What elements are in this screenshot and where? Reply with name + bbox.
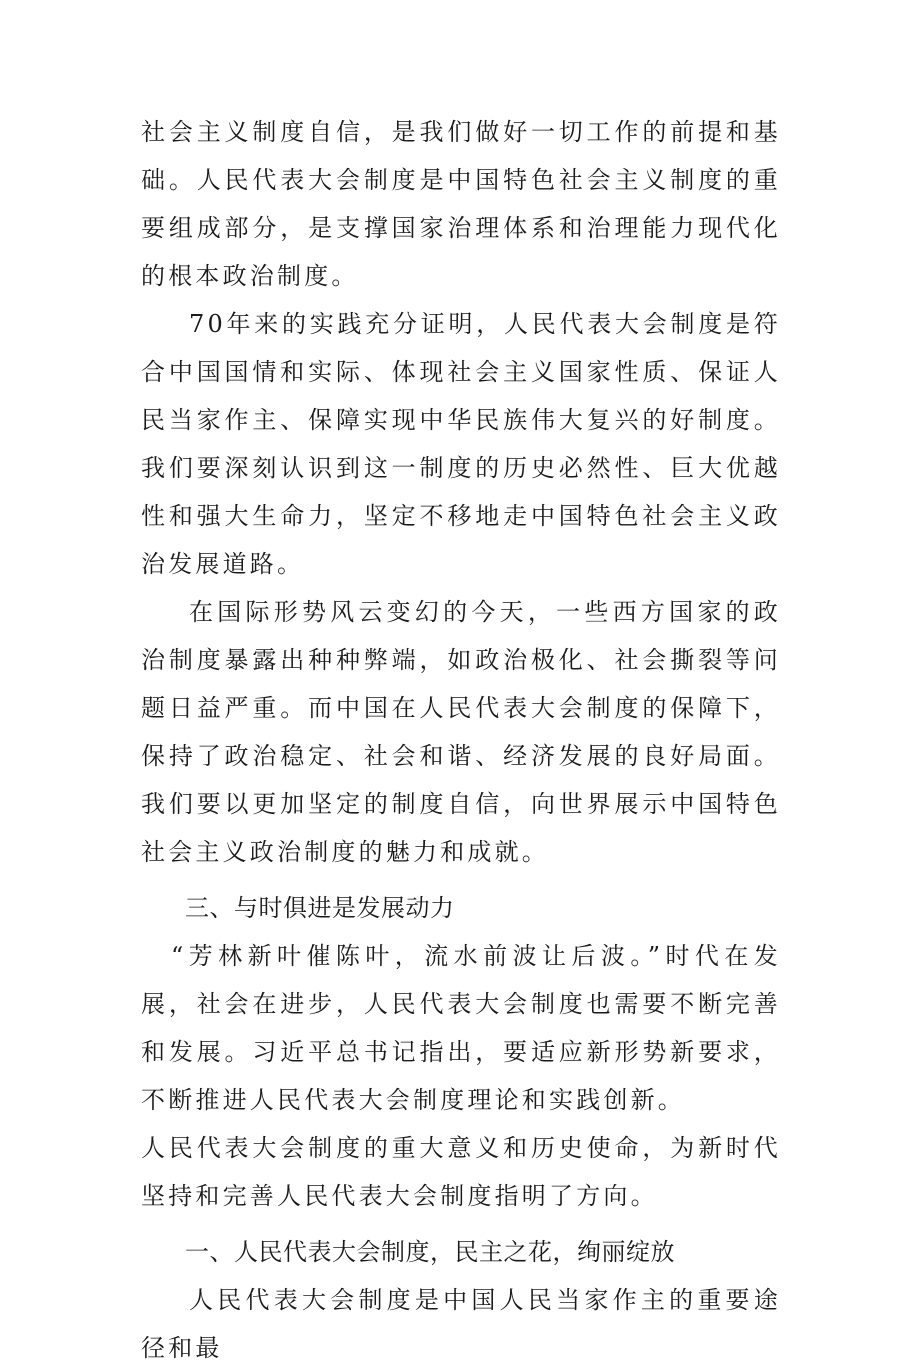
paragraph-significance: 人民代表大会制度的重大意义和历史使命，为新时代坚持和完善人民代表大会制度指明了方向。 bbox=[141, 1134, 781, 1210]
paragraph-poem-quote: “芳林新叶催陈叶，流水前波让后波。”时代在发展，社会在进步，人民代表大会制度也需要不断完善和发展。习近平总书记指出，要适应新形势新要求，不断推进人民代表大会制度理论和实践创新。 bbox=[141, 942, 781, 1114]
paragraph-npc-intro: 人民代表大会制度是中国人民当家作主的重要途径和最 bbox=[141, 1286, 781, 1362]
paragraph-international-situation: 在国际形势风云变幻的今天，一些西方国家的政治制度暴露出种种弊端，如政治极化、社会撕裂等问题日益严重。而中国在人民代表大会制度的保障下，保持了政治稳定、社会和谐、经济发展的良好局面。我们要以更加坚定的制度自信，向世界展示中国特色社会主义政治制度的魅力和成就。 bbox=[141, 598, 781, 866]
document-body bbox=[141, 108, 781, 1372]
section-heading-three: 三、与时俱进是发展动力 bbox=[185, 894, 455, 922]
paragraph-continuation: 社会主义制度自信，是我们做好一切工作的前提和基础。人民代表大会制度是中国特色社会主义制度的重要组成部分，是支撑国家治理体系和治理能力现代化的根本政治制度。 bbox=[141, 118, 781, 290]
paragraph-practice-proof: 70年来的实践充分证明，人民代表大会制度是符合中国国情和实际、体现社会主义国家性质、保证人民当家作主、保障实现中华民族伟大复兴的好制度。我们要深刻认识到这一制度的历史必然性、巨大优越性和强大生命力，坚定不移地走中国特色社会主义政治发展道路。 bbox=[141, 310, 781, 578]
section-heading-one: 一、人民代表大会制度，民主之花，绚丽绽放 bbox=[185, 1238, 675, 1266]
